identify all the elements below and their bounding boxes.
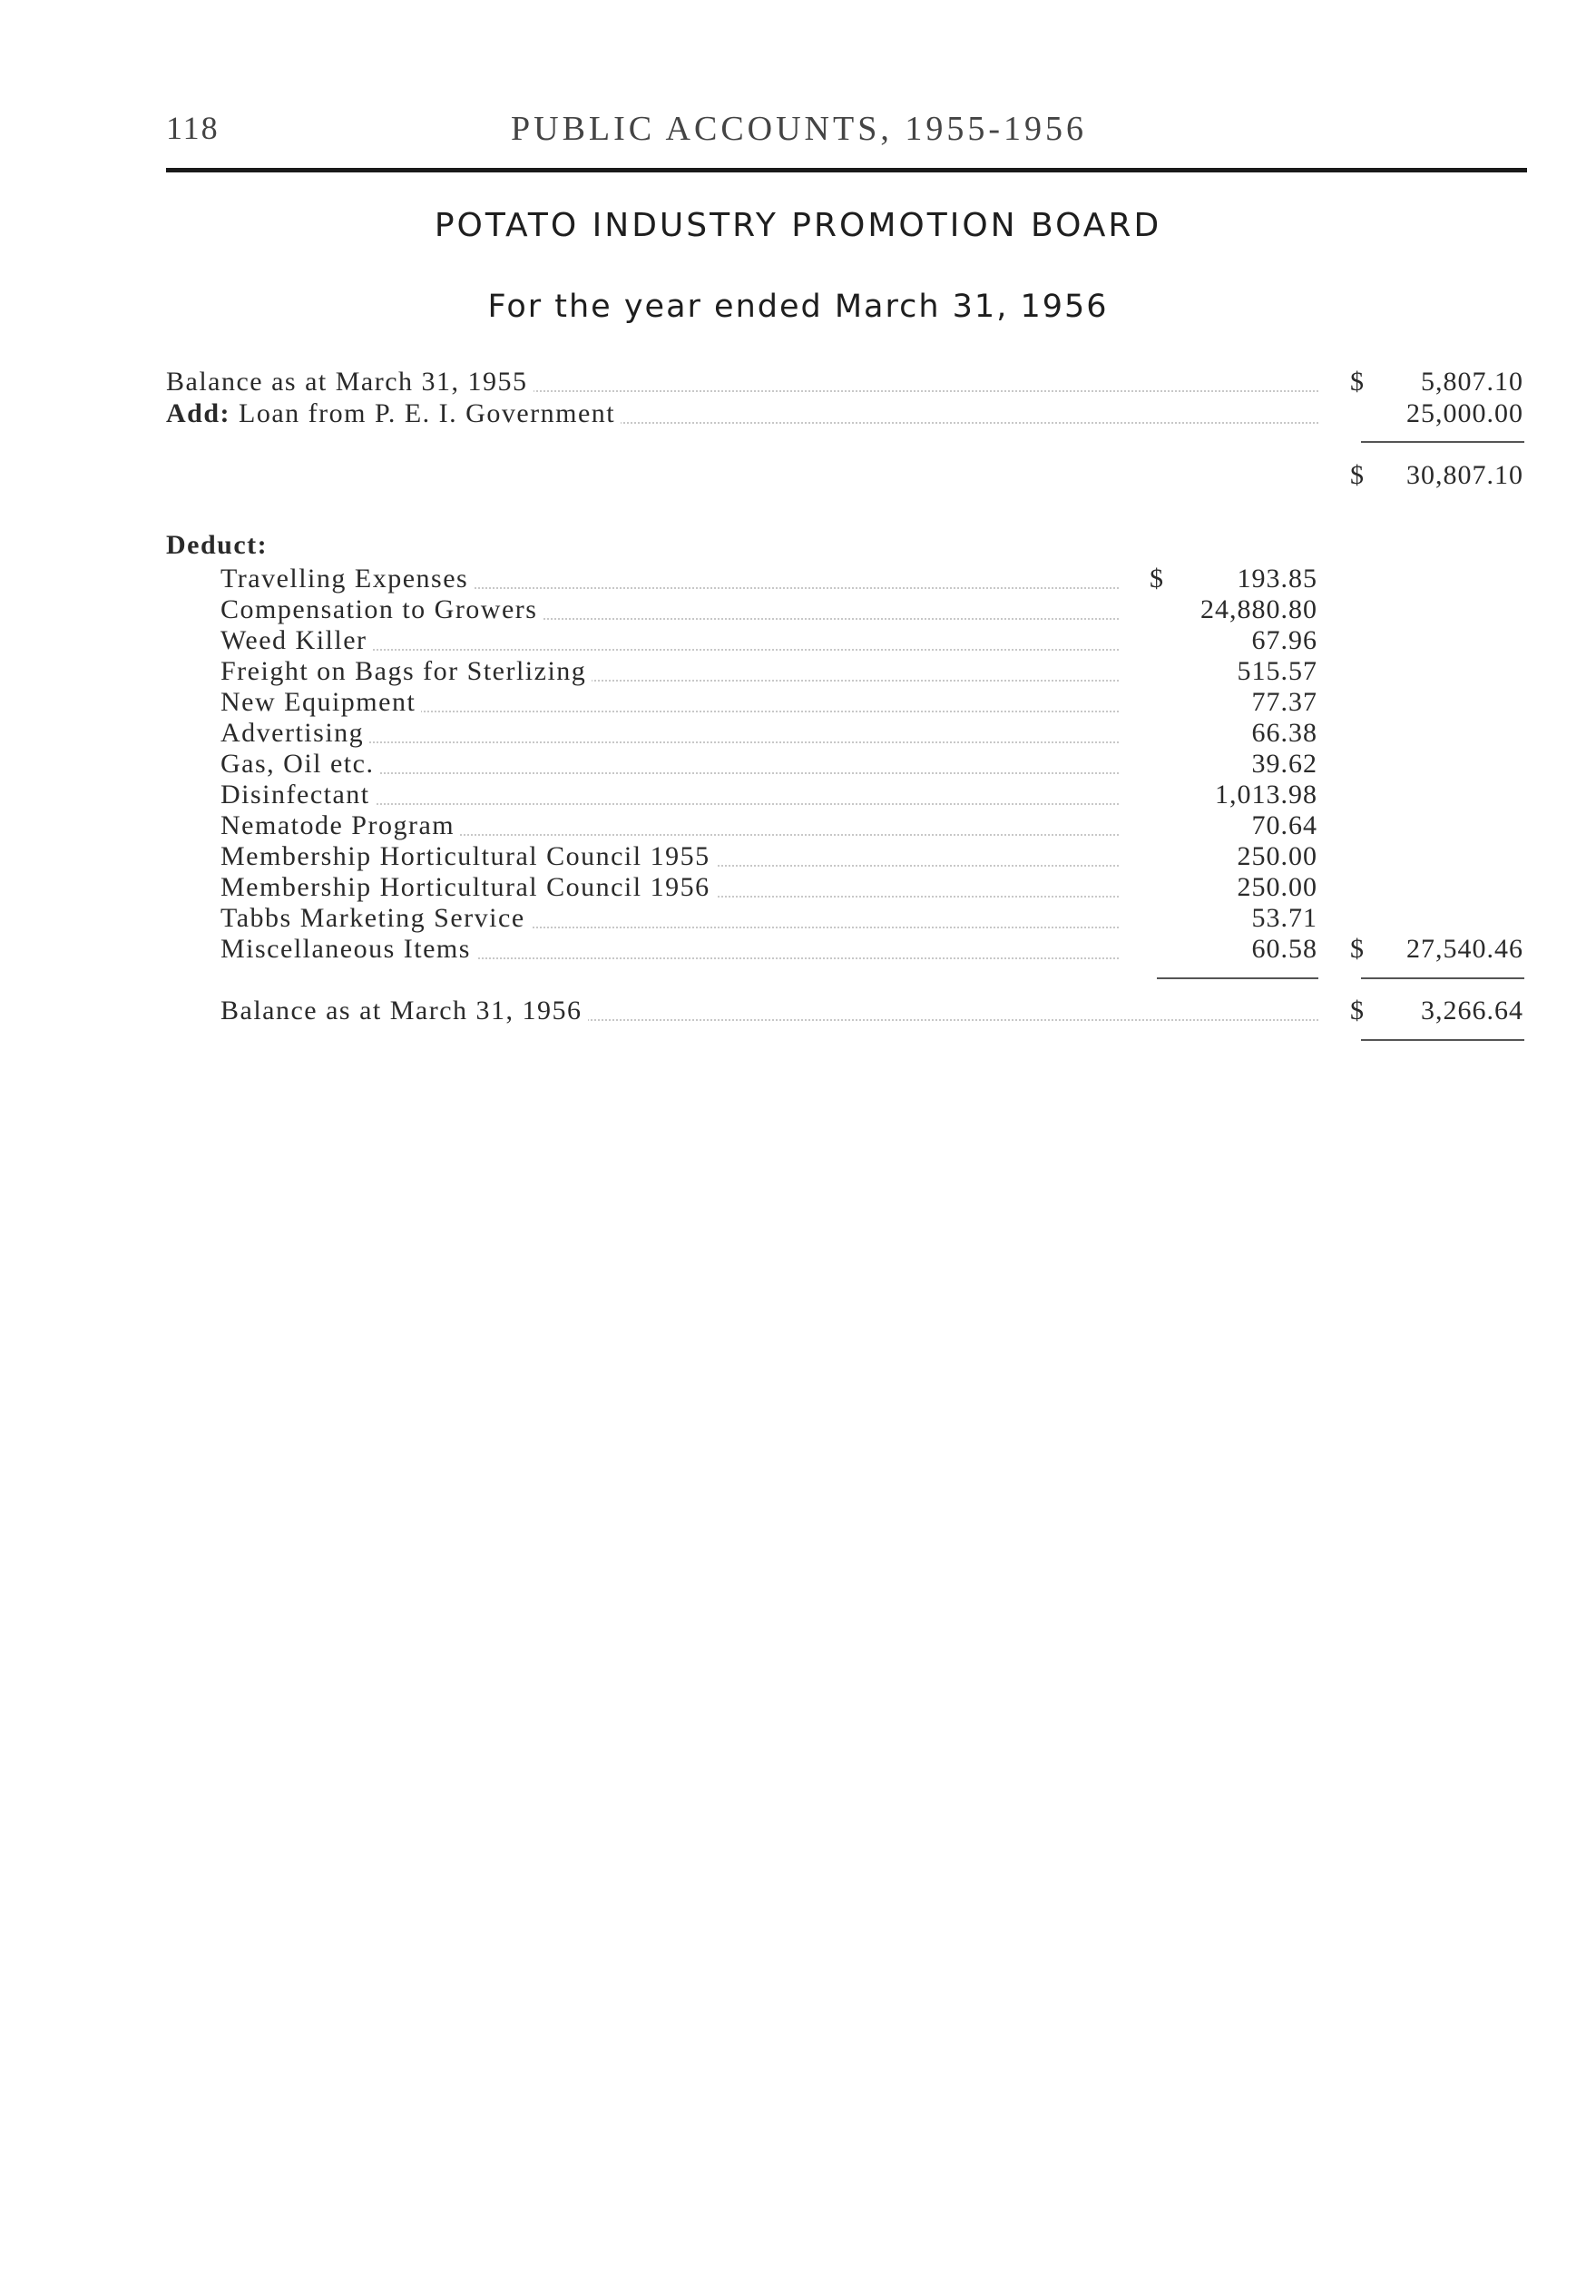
closing-rule xyxy=(1361,1039,1524,1041)
deduct-item-amount: 67.96 xyxy=(1251,625,1317,655)
deduct-item xyxy=(0,594,1596,625)
currency-sign: $ xyxy=(1350,934,1364,964)
deduct-item-amount: 39.62 xyxy=(1251,749,1317,779)
subtotal-rule xyxy=(1157,977,1318,979)
deduct-item xyxy=(0,872,1596,903)
currency-sign: $ xyxy=(1350,460,1364,490)
deduct-heading-row xyxy=(0,530,1596,561)
opening-balance-amount: 5,807.10 xyxy=(1421,367,1523,397)
loan-row xyxy=(0,398,1596,429)
deduct-item xyxy=(0,564,1596,594)
deduct-item-amount: 24,880.80 xyxy=(1200,594,1317,624)
deduct-item xyxy=(0,934,1596,965)
loan-amount: 25,000.00 xyxy=(1406,398,1523,428)
deduct-item-label: Nematode Program xyxy=(220,810,460,841)
total-rule xyxy=(1361,977,1524,979)
header-rule xyxy=(166,168,1527,172)
deduct-item xyxy=(0,749,1596,780)
currency-sign: $ xyxy=(1350,996,1364,1025)
page-number: 118 xyxy=(166,110,220,146)
loan-label: Loan from P. E. I. Government xyxy=(239,398,616,428)
deduct-item-amount: 250.00 xyxy=(1237,872,1317,902)
deduct-item-amount: 66.38 xyxy=(1251,718,1317,748)
deduct-heading: Deduct: xyxy=(166,530,273,561)
opening-balance-label: Balance as at March 31, 1955 xyxy=(166,367,534,397)
deduct-item xyxy=(0,903,1596,934)
deduct-item-amount: 60.58 xyxy=(1251,934,1317,964)
deduct-item xyxy=(0,841,1596,872)
opening-balance-row xyxy=(0,367,1596,397)
add-prefix: Add: xyxy=(166,398,231,428)
deduct-item xyxy=(0,656,1596,687)
deduct-item-label: Gas, Oil etc. xyxy=(220,749,379,780)
statement-title: POTATO INDUSTRY PROMOTION BOARD xyxy=(434,207,1162,244)
running-title: PUBLIC ACCOUNTS, 1955-1956 xyxy=(511,110,1087,148)
deduct-item xyxy=(0,718,1596,749)
deduct-item-label: Advertising xyxy=(220,718,369,749)
deduct-item-label: Compensation to Growers xyxy=(220,594,543,625)
deduct-item-amount: 1,013.98 xyxy=(1215,780,1317,809)
deduct-item-label: Membership Horticultural Council 1956 xyxy=(220,872,716,903)
deduct-item-label: Weed Killer xyxy=(220,625,373,656)
deduct-item-amount: 250.00 xyxy=(1237,841,1317,871)
deduct-item-amount: 193.85 xyxy=(1237,564,1317,594)
currency-sign: $ xyxy=(1150,564,1163,594)
deduct-item-amount: 53.71 xyxy=(1251,903,1317,933)
deduct-item xyxy=(0,780,1596,810)
deduct-item-label: Membership Horticultural Council 1955 xyxy=(220,841,716,872)
deduct-item-label: Disinfectant xyxy=(220,780,376,810)
deduct-item xyxy=(0,687,1596,718)
deduct-item-amount: 515.57 xyxy=(1237,656,1317,686)
deduct-item xyxy=(0,625,1596,656)
deduct-item-label: Miscellaneous Items xyxy=(220,934,476,965)
deduct-item xyxy=(0,810,1596,841)
opening-total-amount: 30,807.10 xyxy=(1406,460,1523,490)
closing-balance-amount: 3,266.64 xyxy=(1421,996,1523,1025)
closing-balance-label: Balance as at March 31, 1956 xyxy=(220,996,588,1026)
deduct-item-amount: 70.64 xyxy=(1251,810,1317,840)
statement-subtitle: For the year ended March 31, 1956 xyxy=(487,289,1109,325)
subtotal-rule xyxy=(1361,441,1524,443)
deduct-total-amount: 27,540.46 xyxy=(1406,934,1523,964)
deduct-item-amount: 77.37 xyxy=(1251,687,1317,717)
closing-balance-row xyxy=(0,996,1596,1026)
loan-label-group xyxy=(166,398,621,429)
running-head xyxy=(166,109,1527,154)
currency-sign: $ xyxy=(1350,367,1364,397)
opening-total-row xyxy=(0,460,1596,491)
deduct-item-label: Travelling Expenses xyxy=(220,564,474,594)
deduct-item-label: Freight on Bags for Sterlizing xyxy=(220,656,592,687)
deduct-item-label: New Equipment xyxy=(220,687,421,718)
deduct-item-label: Tabbs Marketing Service xyxy=(220,903,531,934)
